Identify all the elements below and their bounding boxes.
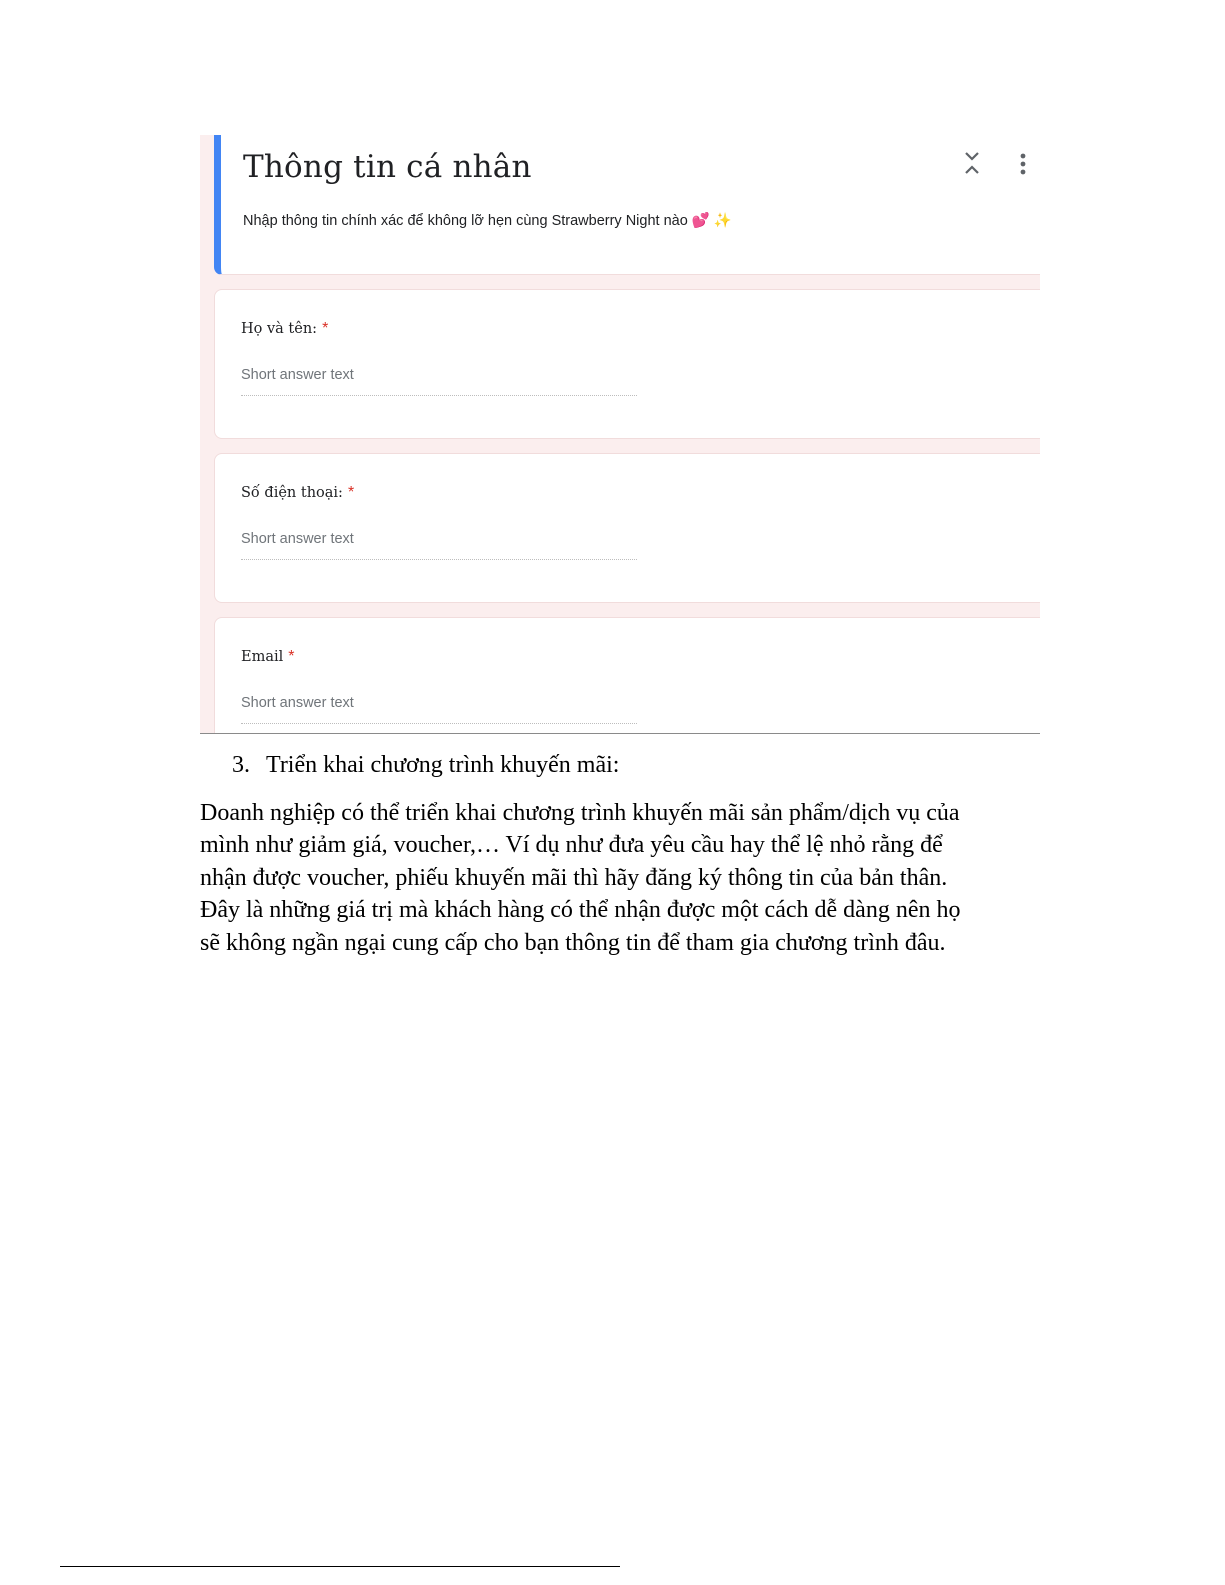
short-answer-field[interactable] bbox=[241, 694, 637, 724]
body-paragraph bbox=[200, 797, 1030, 959]
form-title: Thông tin cá nhân bbox=[243, 149, 532, 185]
question-label bbox=[241, 484, 354, 502]
required-mark: * bbox=[347, 484, 355, 501]
paragraph-line: sẽ không ngần ngại cung cấp cho bạn thông tin để tham gia chương trình đâu. bbox=[200, 929, 946, 956]
question-card bbox=[214, 289, 1040, 439]
paragraph-line: Đây là những giá trị mà khách hàng có thể nhận được một cách dễ dàng nên họ bbox=[200, 897, 961, 924]
section-heading bbox=[232, 752, 619, 779]
short-answer-field[interactable] bbox=[241, 366, 637, 396]
form-header-card bbox=[214, 135, 1040, 275]
answer-placeholder: Short answer text bbox=[241, 531, 354, 547]
question-card bbox=[214, 617, 1040, 734]
question-text: Số điện thoại: bbox=[241, 485, 343, 501]
section-title: Triển khai chương trình khuyến mãi: bbox=[266, 752, 620, 778]
answer-placeholder: Short answer text bbox=[241, 367, 354, 383]
required-mark: * bbox=[288, 648, 295, 665]
collapse-icon[interactable] bbox=[963, 150, 981, 176]
question-label bbox=[241, 320, 328, 338]
required-mark: * bbox=[322, 320, 329, 337]
form-description: Nhập thông tin chính xác để không lỡ hẹn cùng Strawberry Night nào 💕 ✨ bbox=[243, 213, 732, 229]
question-text: Họ và tên: bbox=[241, 321, 318, 337]
question-text: Email bbox=[241, 649, 284, 665]
paragraph-line: nhận được voucher, phiếu khuyến mãi thì hãy đăng ký thông tin của bản thân. bbox=[200, 864, 948, 891]
short-answer-field[interactable] bbox=[241, 530, 637, 560]
page-footer-rule bbox=[60, 1566, 620, 1567]
question-label bbox=[241, 648, 295, 666]
form-screenshot bbox=[200, 135, 1040, 734]
paragraph-line: Doanh nghiệp có thể triển khai chương trình khuyến mãi sản phẩm/dịch vụ của bbox=[200, 800, 960, 826]
question-card bbox=[214, 453, 1040, 603]
paragraph-line: mình như giảm giá, voucher,… Ví dụ như đưa yêu cầu hay thể lệ nhỏ rằng để bbox=[200, 832, 943, 859]
section-number: 3. bbox=[232, 752, 250, 778]
more-vert-icon[interactable] bbox=[1018, 152, 1028, 176]
answer-placeholder: Short answer text bbox=[241, 695, 354, 711]
